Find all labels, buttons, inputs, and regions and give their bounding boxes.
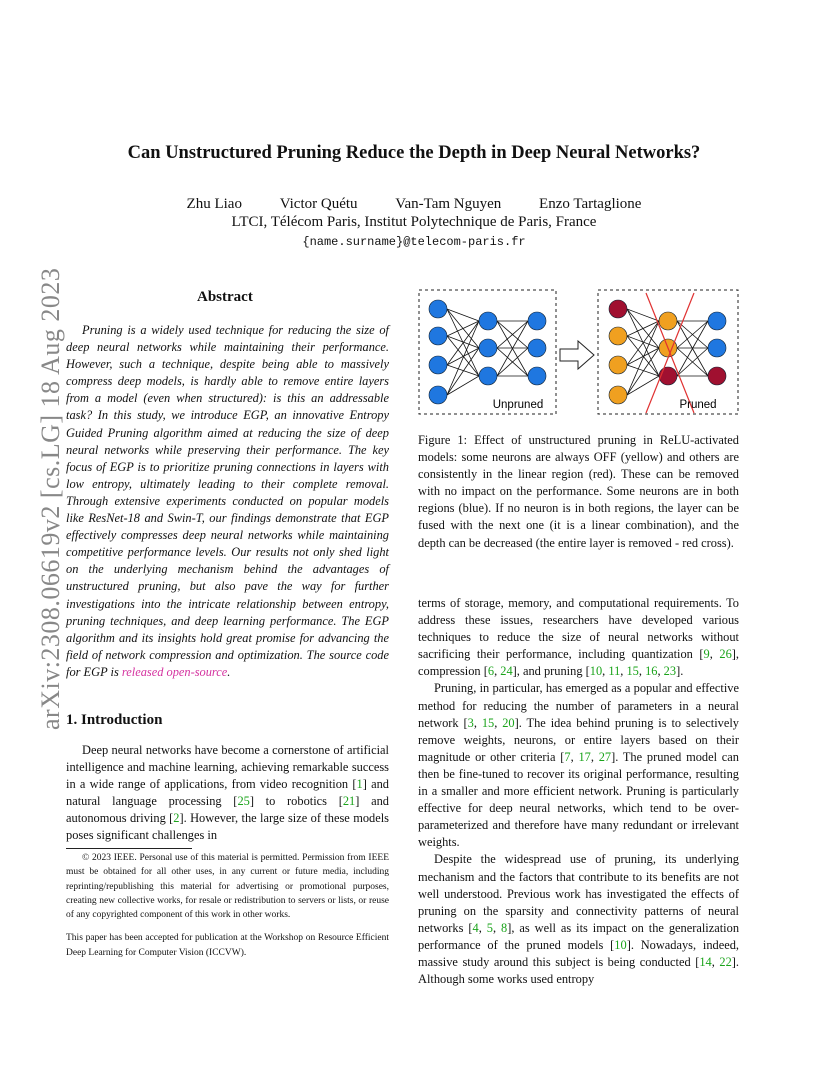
- neuron-node: [528, 367, 546, 385]
- citation-link[interactable]: 11: [608, 664, 621, 679]
- citation-link[interactable]: 26: [719, 647, 732, 662]
- author-list: [0, 196, 828, 213]
- citation-link[interactable]: 3: [467, 715, 474, 730]
- paragraph: Pruning, in particular, has emerged as a popular and effective method for reducing the number of parameters in a neural network [3, 15, 20]. The idea behind pruning is to selectively remove weights, neurons, or entire layers based on their magnitude or other criteria [7, 17, 27]. The pruned model can then be fine-tuned to recover its original performance, resulting in a smaller and more efficient network. Pruning is particularly effective for deep neural networks, which tend to be over-parameterized and therefore have many redundant or irrelevant weights.: [418, 681, 739, 850]
- text-span: ]. However, the large size of these models poses significant challenges in: [66, 811, 389, 843]
- text-span: ].: [676, 664, 684, 679]
- author-name: Enzo Tartaglione: [539, 196, 642, 212]
- copyright-notice: © 2023 IEEE. Personal use of this material is permitted. Permission from IEEE must be obtained for all other uses, in any current or future media, including reprinting/republishing this material for advertising or promotional purposes, creating new collective works, for resale or redistribution to servers or lists, or reuse of any copyrighted component of this work in other works.: [66, 853, 389, 921]
- text-span: ]. Although some works used entropy: [418, 954, 739, 987]
- neuron-node: [609, 327, 627, 345]
- author-name: Zhu Liao: [186, 196, 242, 212]
- connection-edge: [447, 348, 479, 395]
- citation-link[interactable]: 23: [663, 664, 677, 679]
- citation-link[interactable]: 17: [578, 749, 591, 764]
- citation-link[interactable]: 16: [645, 664, 658, 679]
- abstract-body: [66, 322, 389, 681]
- author-email: {name.surname}@telecom-paris.fr: [302, 235, 526, 249]
- figure-caption: [418, 432, 739, 552]
- acceptance-notice: This paper has been accepted for publication at the Workshop on Resource Efficient Deep Learning for Computer Vision (ICCVW).: [66, 933, 389, 958]
- citation-link[interactable]: 2: [173, 811, 180, 826]
- neuron-node: [609, 386, 627, 404]
- citation-link[interactable]: 25: [237, 794, 250, 809]
- footnote-block: [66, 851, 389, 960]
- text-span: ], compression [: [418, 647, 740, 679]
- citation-link[interactable]: 6: [487, 664, 495, 679]
- citation-link[interactable]: 7: [564, 749, 571, 764]
- text-span: ] and natural language processing [: [66, 777, 389, 809]
- citation-link[interactable]: 14: [699, 954, 712, 969]
- affiliation: LTCI, Télécom Paris, Institut Polytechnique de Paris, France: [231, 214, 597, 230]
- footnote-rule: [66, 848, 192, 849]
- neuron-node: [429, 356, 447, 374]
- citation-link[interactable]: 15: [481, 715, 495, 730]
- text-span: ], and pruning [: [512, 664, 590, 679]
- neuron-node: [429, 386, 447, 404]
- paragraph: Despite the widespread use of pruning, its underlying mechanism and the factors that contribute to its benefits are not well understood. Previous work has investigated the effects of pruning on the sparsity and connectivity patterns of neural networks [4, 5, 8], as well as its impact on the generalization performance of the pruned models [10]. Nowadays, indeed, massive study around this subject is being conducted [14, 22]. Although some works used entropy: [418, 852, 740, 987]
- citation-link[interactable]: 1: [356, 777, 363, 792]
- neuron-node: [708, 339, 726, 357]
- author-name: Van-Tam Nguyen: [395, 196, 502, 212]
- connection-edge: [627, 321, 659, 336]
- citation-link[interactable]: 10: [614, 937, 627, 952]
- citation-link[interactable]: 21: [342, 794, 356, 809]
- citation-link[interactable]: 5: [486, 920, 493, 935]
- arxiv-identifier: arXiv:2308.06619v2 [cs.LG] 18 Aug 2023: [36, 267, 65, 730]
- citation-link[interactable]: 20: [502, 715, 515, 730]
- citation-link[interactable]: 10: [589, 664, 603, 679]
- neuron-node: [429, 327, 447, 345]
- neuron-node: [528, 312, 546, 330]
- citation-link[interactable]: 24: [500, 664, 513, 679]
- intro-body: [66, 742, 389, 845]
- text-span: Deep neural networks have become a cornerstone of artificial intelligence and machine learning, achieving remarkable success in a wide range of applications, from video recognition [: [66, 743, 389, 792]
- abstract-period: .: [227, 664, 231, 679]
- neuron-node: [659, 367, 677, 385]
- unpruned-label: Unpruned: [492, 399, 544, 411]
- abstract-text: [66, 322, 389, 681]
- citation-link[interactable]: 9: [703, 647, 710, 662]
- text-span: ]. Nowadays, indeed, massive study around this subject is being conducted [: [418, 937, 739, 969]
- text-span: ], as well as its impact on the generalization performance of the pruned models [: [418, 920, 740, 952]
- citation-link[interactable]: 8: [501, 920, 508, 935]
- connection-edge: [447, 348, 479, 365]
- neuron-node: [708, 312, 726, 330]
- right-column-body: [418, 595, 739, 988]
- citation-link[interactable]: 22: [719, 954, 732, 969]
- text-span: terms of storage, memory, and computational requirements. To address these issues, researchers have developed various techniques to reduce the size of neural networks without sacrificing their performance, including quantization [: [418, 596, 739, 662]
- pruned-label: Pruned: [679, 399, 717, 411]
- intro-heading: 1. Introduction: [66, 712, 163, 728]
- arrow-icon: [560, 341, 594, 369]
- neuron-node: [479, 367, 497, 385]
- neuron-node: [659, 312, 677, 330]
- author-name: Victor Quétu: [279, 196, 358, 212]
- arxiv-sidebar-stamp: [16, 267, 65, 730]
- text-span: Despite the widespread use of pruning, its underlying mechanism and the factors that contribute to its benefits are not well understood. Previous work has investigated the effects of pruning on the sparsity and connectivity patterns of neural networks [: [418, 852, 739, 935]
- caption-text: Figure 1: Effect of unstructured pruning in ReLU-activated models: some neurons are always OFF (yellow) and others are consistently in the linear region (red). These can be removed with no impact on the performance. Some neurons are in both regions (blue). If no neuron is in both regions, the layer can be fused with the next one (it is a linear combination), and the depth can be decreased (the entire layer is removed - red cross).: [418, 433, 739, 550]
- source-code-link[interactable]: released open-source: [121, 664, 228, 679]
- figure-1: [418, 289, 740, 415]
- connection-edge: [447, 376, 479, 395]
- abstract-text-main: Pruning is a widely used technique for reducing the size of deep neural networks while maintaining their performance. However, such a technique, despite being able to massively compress deep models, is hardly able to remove entire layers from a model (even when structured): is this an addressable task? In this study, we introduce EGP, an innovative Entropy Guided Pruning algorithm aimed at reducing the size of deep neural networks while preserving their performance. The key focus of EGP is to prioritize pruning connections in layers with low entropy, ultimately leading to their complete removal. Through extensive experiments conducted on popular models like ResNet-18 and Swin-T, our findings demonstrate that EGP effectively compresses deep neural networks while maintaining competitive performance levels. Our results not only shed light on the underlying mechanism behind the advantages of unstructured pruning, but also pave the way for further investigations into the intricate relationship between entropy, pruning techniques, and deep learning performance. The EGP algorithm and its insights hold great promise for advancing the field of network compression and optimization. The source code for EGP is: [66, 323, 389, 679]
- text-span: ]. The pruned model can then be fine-tuned to recover its original performance, resulting in a smaller and more efficient network. Pruning is particularly effective for deep neural networks, which tend to be over-parameterized and therefore have many redundant or irrelevant weights.: [418, 749, 739, 850]
- text-span: Pruning, in particular, has emerged as a popular and effective method for reducing the number of parameters in a neural network [: [418, 681, 739, 730]
- neuron-node: [708, 367, 726, 385]
- paper-title: Can Unstructured Pruning Reduce the Depth in Deep Neural Networks?: [127, 143, 701, 163]
- pruning-diagram: [418, 289, 740, 415]
- neuron-node: [479, 312, 497, 330]
- abstract-heading: Abstract: [197, 289, 253, 305]
- text-span: ]. The idea behind pruning is to selectively remove weights, neurons, or entire layers based on their magnitude or other criteria [: [418, 715, 739, 764]
- neuron-node: [429, 300, 447, 318]
- connection-edge: [627, 348, 659, 395]
- text-span: ] to robotics [: [249, 794, 343, 809]
- intro-paragraph: [66, 742, 389, 845]
- paragraph: terms of storage, memory, and computational requirements. To address these issues, researchers have developed various techniques to reduce the size of neural networks without sacrificing their performance, including quantization [9, 26], compression [6, 24], and pruning [10, 11, 15, 16, 23].: [418, 596, 740, 679]
- connection-edge: [627, 348, 659, 365]
- neuron-node: [609, 356, 627, 374]
- citation-link[interactable]: 15: [626, 664, 639, 679]
- neuron-node: [479, 339, 497, 357]
- neuron-node: [528, 339, 546, 357]
- citation-link[interactable]: 27: [598, 749, 612, 764]
- citation-link[interactable]: 4: [472, 920, 479, 935]
- text-span: ] and autonomous driving [: [66, 794, 389, 826]
- neuron-node: [609, 300, 627, 318]
- connection-edge: [447, 321, 479, 336]
